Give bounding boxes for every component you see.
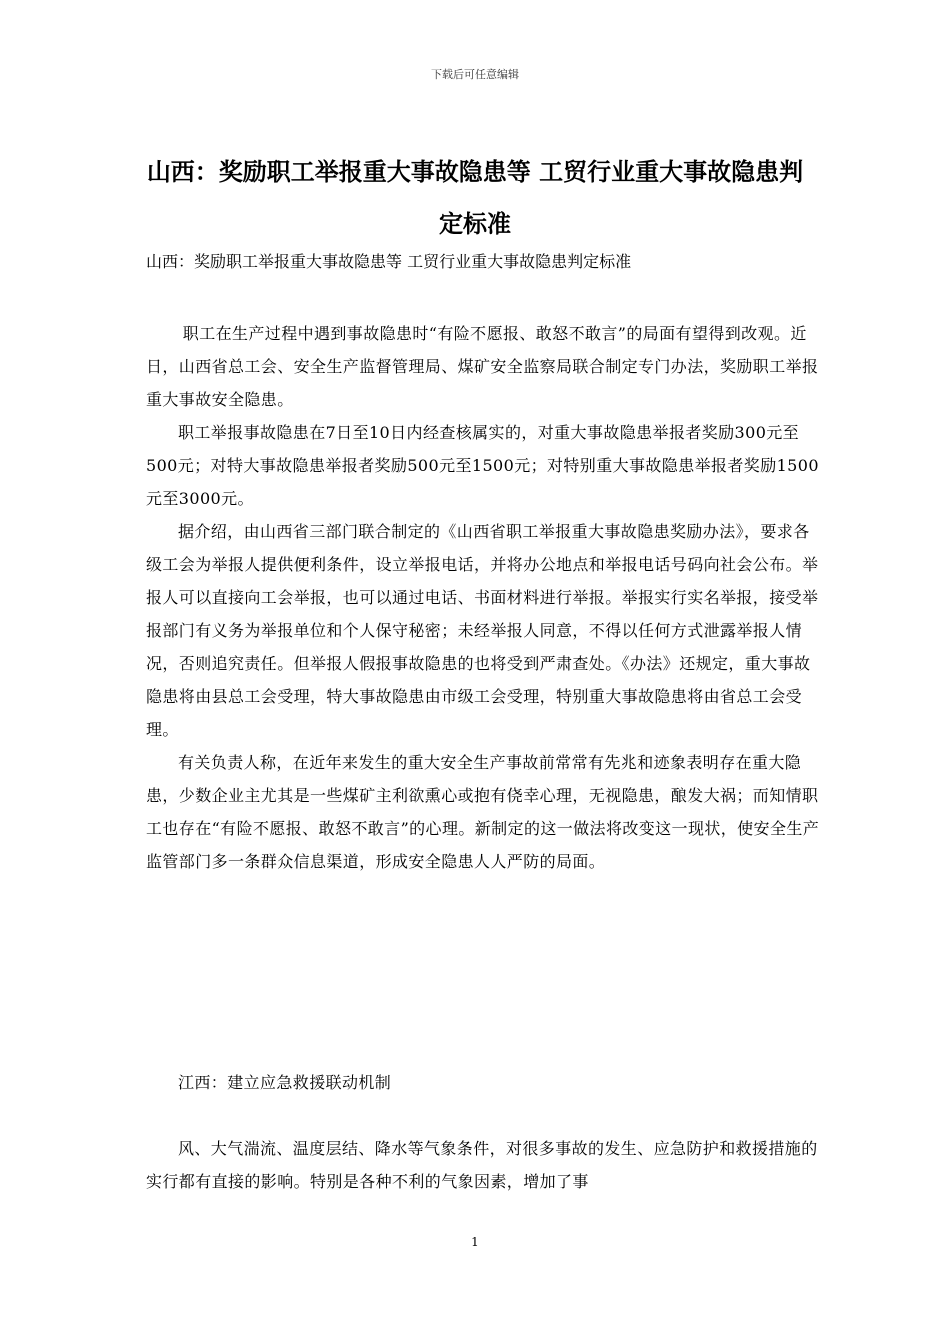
page-header-note: 下载后可任意编辑: [431, 68, 519, 81]
page-number: 1: [471, 1235, 479, 1249]
section-jiangxi: [146, 1066, 820, 1198]
document-title: 山西：奖励职工举报重大事故隐患等 工贸行业重大事故隐患判定标准: [146, 158, 804, 238]
document-subtitle: 山西：奖励职工举报重大事故隐患等 工贸行业重大事故隐患判定标准: [146, 252, 632, 271]
section-heading: 江西：建立应急救援联动机制: [178, 1073, 392, 1092]
paragraph: 风、大气湍流、温度层结、降水等气象条件，对很多事故的发生、应急防护和救援措施的实行都有直接的影响。特别是各种不利的气象因素，增加了事: [146, 1139, 818, 1191]
paragraph: 职工举报事故隐患在7日至10日内经查核属实的，对重大事故隐患举报者奖励300元至500元；对特大事故隐患举报者奖励500元至1500元；对特别重大事故隐患举报者奖励1500元至3000元。: [146, 423, 819, 508]
paragraph: 有关负责人称，在近年来发生的重大安全生产事故前常常有先兆和迹象表明存在重大隐患，少数企业主尤其是一些煤矿主利欲熏心或抱有侥幸心理，无视隐患，酿发大祸；而知情职工也存在“有险不愿报、敢怒不敢言”的心理。新制定的这一做法将改变这一现状，使安全生产监管部门多一条群众信息渠道，形成安全隐患人人严防的局面。: [146, 753, 820, 871]
article-body: [146, 317, 820, 878]
paragraph: 职工在生产过程中遇到事故隐患时“有险不愿报、敢怒不敢言”的局面有望得到改观。近日，山西省总工会、安全生产监督管理局、煤矿安全监察局联合制定专门办法，奖励职工举报重大事故安全隐患。: [146, 324, 819, 409]
paragraph: 据介绍，由山西省三部门联合制定的《山西省职工举报重大事故隐患奖励办法》，要求各级工会为举报人提供便利条件，设立举报电话，并将办公地点和举报电话号码向社会公布。举报人可以直接向工会举报，也可以通过电话、书面材料进行举报。举报实行实名举报，接受举报部门有义务为举报单位和个人保守秘密；未经举报人同意，不得以任何方式泄露举报人情况，否则追究责任。但举报人假报事故隐患的也将受到严肃查处。《办法》还规定，重大事故隐患将由县总工会受理，特大事故隐患由市级工会受理，特别重大事故隐患将由省总工会受理。: [146, 522, 819, 739]
